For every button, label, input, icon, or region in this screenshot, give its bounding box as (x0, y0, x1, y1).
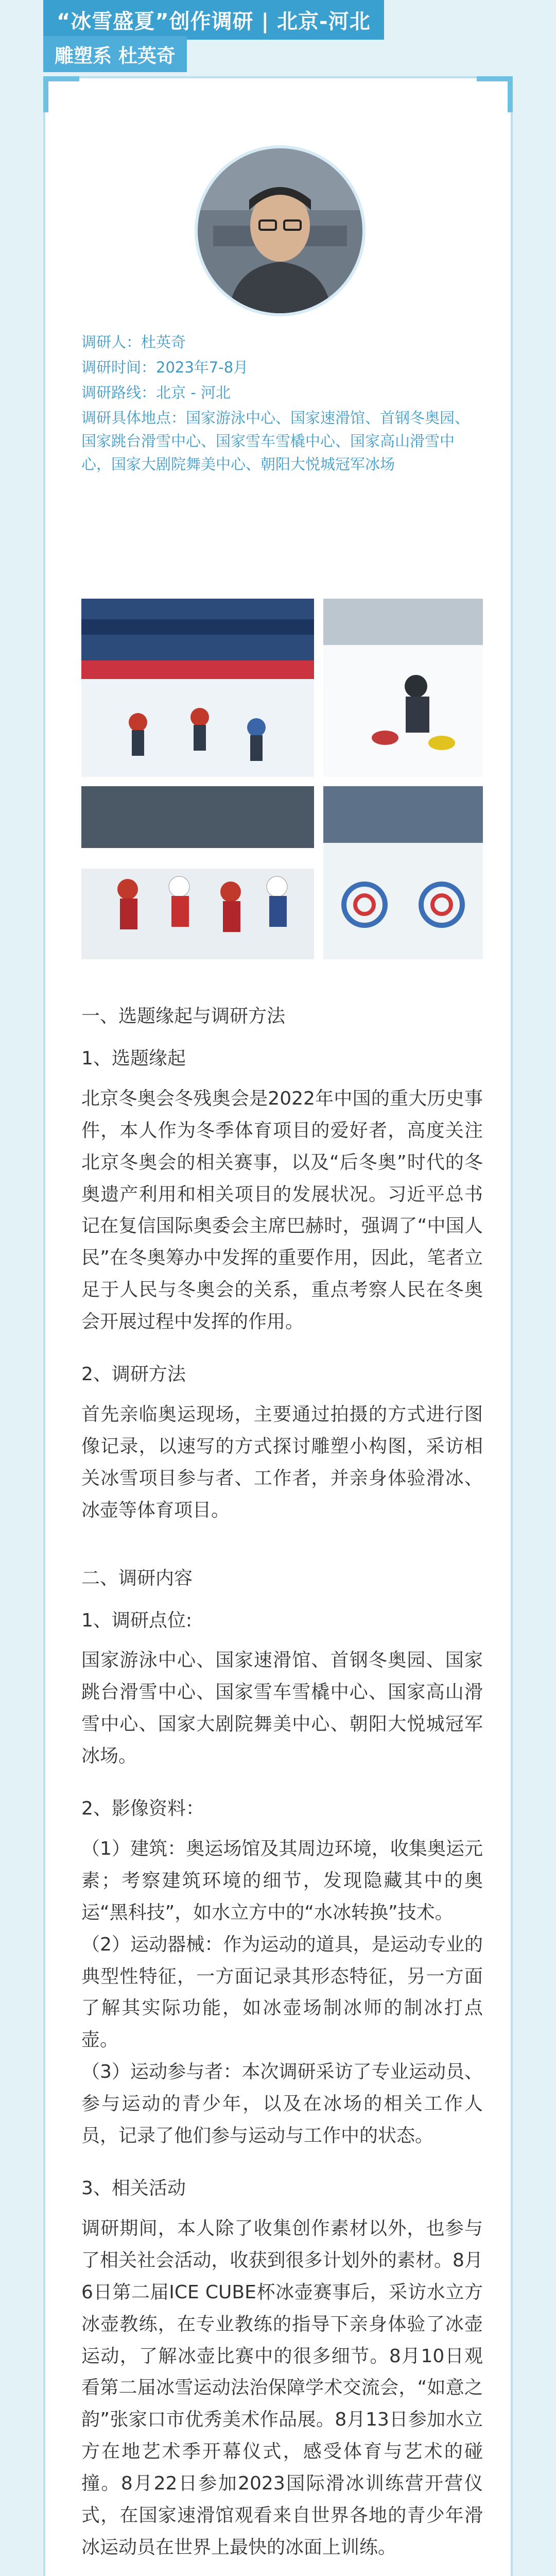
section-1-1-title: 1、选题缘起 (81, 1047, 186, 1069)
header-title: “冰雪盛夏”创作调研 | 北京-河北 (43, 0, 384, 40)
photo-sled-hockey[interactable] (81, 786, 314, 959)
section-2-1-text: 国家游泳中心、国家速滑馆、首钢冬奥园、国家跳台滑雪中心、国家雪车雪橇中心、国家高山滑雪中心、国家大剧院舞美中心、朝阳大悦城冠军冰场。 (81, 1650, 483, 1767)
section-1-1-text: 北京冬奥会冬残奥会是2022年中国的重大历史事件，本人作为冬季体育项目的爱好者，高度关注北京冬奥会的相关赛事，以及“后冬奥”时代的冬奥遗产利用和相关项目的发展状况。习近平总书记在复信国际奥委会主席巴赫时，强调了“中国人民”在冬奥筹办中发挥的重要作用，因此，笔者立足于人民与冬奥会的关系，重点考察人民在冬奥会开展过程中发挥的作用。 (81, 1088, 483, 1333)
corner-decoration (43, 76, 48, 112)
section-1-2-text: 首先亲临奥运现场，主要通过拍摄的方式进行图像记录，以速写的方式探讨雕塑小构图，采访相关冰雪项目参与者、工作者，并亲身体验滑冰、冰壶等体育项目。 (81, 1403, 483, 1521)
curling-photo-icon (323, 599, 483, 777)
researcher-line: 调研人：杜英奇 (81, 333, 186, 351)
list-item: （2）运动器械：作为运动的道具，是运动专业的典型性特征，一方面记录其形态特征，另一方面了解其实际功能，如冰壶场制冰师的制冰打点壶。 (81, 1934, 483, 2051)
section-2-2-title: 2、影像资料： (81, 1798, 204, 1820)
ice-rink-photo-icon (81, 599, 314, 777)
route-line: 调研路线：北京 - 河北 (81, 383, 231, 401)
photo-ice-rink-event[interactable] (81, 599, 314, 777)
sled-hockey-photo-icon (81, 786, 314, 959)
avatar-portrait-icon (198, 148, 362, 313)
photo-curling[interactable] (323, 599, 483, 777)
photo-collage (81, 599, 483, 959)
venues-line: 调研具体地点：国家游泳中心、国家速滑馆、首钢冬奥园、国家跳台滑雪中心、国家雪车雪橇中心、国家高山滑雪中心，国家大剧院舞美中心、朝阳大悦城冠军冰场 (81, 409, 470, 473)
section-1-2-title: 2、调研方法 (81, 1364, 186, 1385)
corner-decoration (508, 76, 513, 112)
list-item: （1）建筑：奥运场馆及其周边环境，收集奥运元素；考察建筑环境的细节，发现隐藏其中的奥运“黑科技”，如水立方中的“水冰转换”技术。 (81, 1838, 483, 1923)
section-1-title: 一、选题缘起与调研方法 (81, 1006, 286, 1027)
section-2-title: 二、调研内容 (81, 1567, 193, 1589)
curling-venue-photo-icon (323, 786, 483, 959)
time-line: 调研时间：2023年7-8月 (81, 358, 249, 376)
header-subtitle: 雕塑系 杜英奇 (43, 36, 187, 72)
photo-curling-venue[interactable] (323, 786, 483, 959)
section-2-3-text: 调研期间，本人除了收集创作素材以外，也参与了相关社会活动，收获到很多计划外的素材。8月6日第二届ICE CUBE杯冰壶赛事后，采访水立方冰壶教练，在专业教练的指导下亲身体验了冰壶运动，了解冰壶比赛中的很多细节。8月10日观看第二届冰雪运动法治保障学术交流会，“如意之韵”张家口市优秀美术作品展。8月13日参加水立方在地艺术季开幕仪式，感受体育与艺术的碰撞。8月22日参加2023国际滑冰训练营开营仪式，在国家速滑馆观看来自世界各地的青少年滑冰运动员在世界上最快的冰面上训练。 (81, 2217, 483, 2558)
list-item: （3）运动参与者：本次调研采访了专业运动员、参与运动的青少年，以及在冰场的相关工作人员，记录了他们参与运动与工作中的状态。 (81, 2061, 483, 2147)
article-body (81, 1001, 483, 2576)
section-2-3-title: 3、相关活动 (81, 2178, 186, 2199)
research-info (81, 331, 483, 478)
corner-decoration (43, 76, 79, 81)
article-card (43, 76, 513, 2576)
section-2-1-title: 1、调研点位: (81, 1609, 193, 1631)
avatar (195, 145, 366, 316)
